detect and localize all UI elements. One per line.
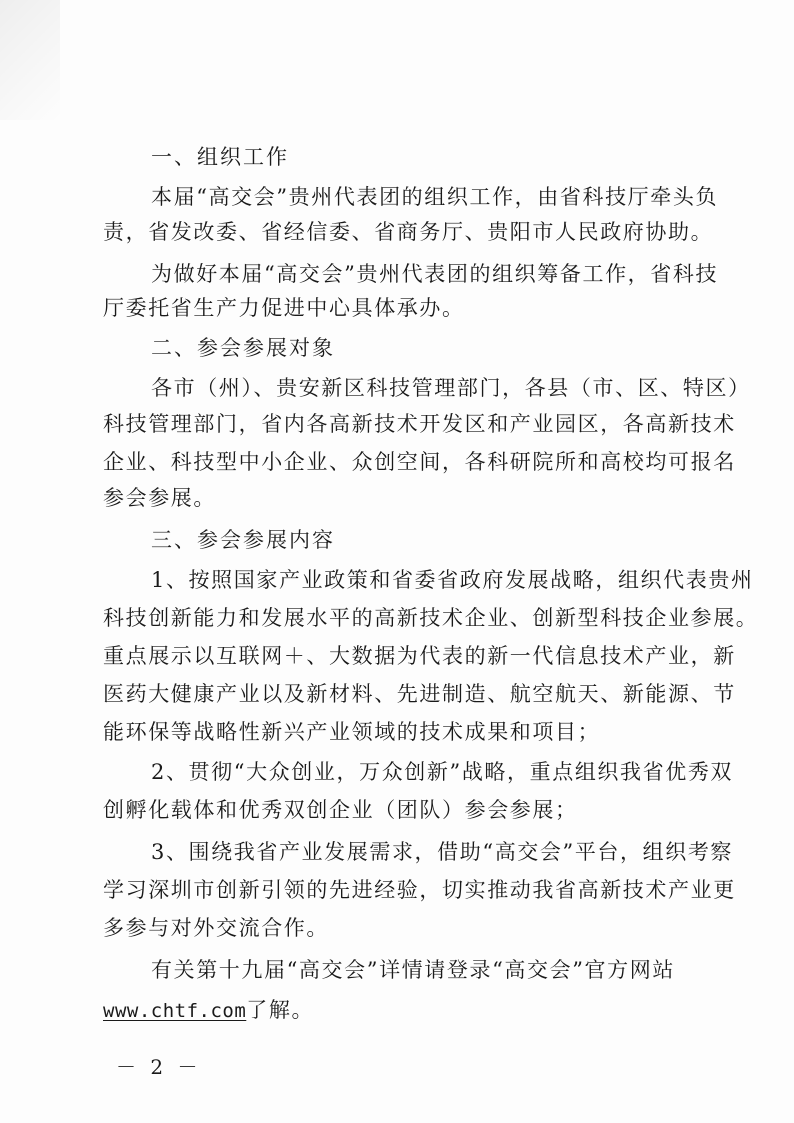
list-item-line: 能环保等战略性新兴产业领域的技术成果和项目； [103,720,601,744]
section-heading-organization: 一、组织工作 [151,145,289,169]
paragraph-line: 参会参展。 [103,486,216,510]
list-item-line: 医药大健康产业以及新材料、先进制造、航空航天、新能源、节 [103,682,736,706]
list-item-line: 创孵化载体和优秀双创企业（团队）参会参展； [103,798,578,822]
closing-url-line [103,996,314,1025]
paragraph-line: 本届“高交会”贵州代表团的组织工作，由省科技厅牵头负 [151,185,719,209]
list-item-line: 学习深圳市创新引领的先进经验，切实推动我省高新技术产业更 [103,878,736,902]
list-item-line: 多参与对外交流合作。 [103,916,329,940]
paragraph-line: 责，省发改委、省经信委、省商务厅、贵阳市人民政府协助。 [103,220,714,244]
closing-line: 有关第十九届“高交会”详情请登录“高交会”官方网站 [151,958,675,982]
website-link[interactable]: www.chtf.com [103,1000,247,1022]
list-item-line: 科技创新能力和发展水平的高新技术企业、创新型科技企业参展。 [103,606,759,630]
list-item-line: 重点展示以互联网＋、大数据为代表的新一代信息技术产业，新 [103,644,736,668]
section-heading-content: 三、参会参展内容 [151,528,335,552]
paragraph-line: 企业、科技型中小企业、众创空间，各科研院所和高校均可报名 [103,450,736,474]
closing-suffix: 了解。 [246,998,315,1022]
paragraph-line: 为做好本届“高交会”贵州代表团的组织筹备工作，省科技 [151,262,719,286]
paragraph-line: 各市（州）、贵安新区科技管理部门，各县（市、区、特区） [151,376,751,400]
section-heading-participants: 二、参会参展对象 [151,336,335,360]
list-item-line: 1、按照国家产业政策和省委省政府发展战略，组织代表贵州 [151,568,754,592]
list-item-line: 3、围绕我省产业发展需求，借助“高交会”平台，组织考察 [151,840,734,864]
list-item-line: 2、贯彻“大众创业，万众创新”战略，重点组织我省优秀双 [151,760,734,784]
scan-shadow [0,0,60,120]
paragraph-line: 厅委托省生产力促进中心具体承办。 [103,296,465,320]
page-number: － 2 － [116,1055,202,1079]
paragraph-line: 科技管理部门，省内各高新技术开发区和产业园区，各高新技术 [103,412,736,436]
